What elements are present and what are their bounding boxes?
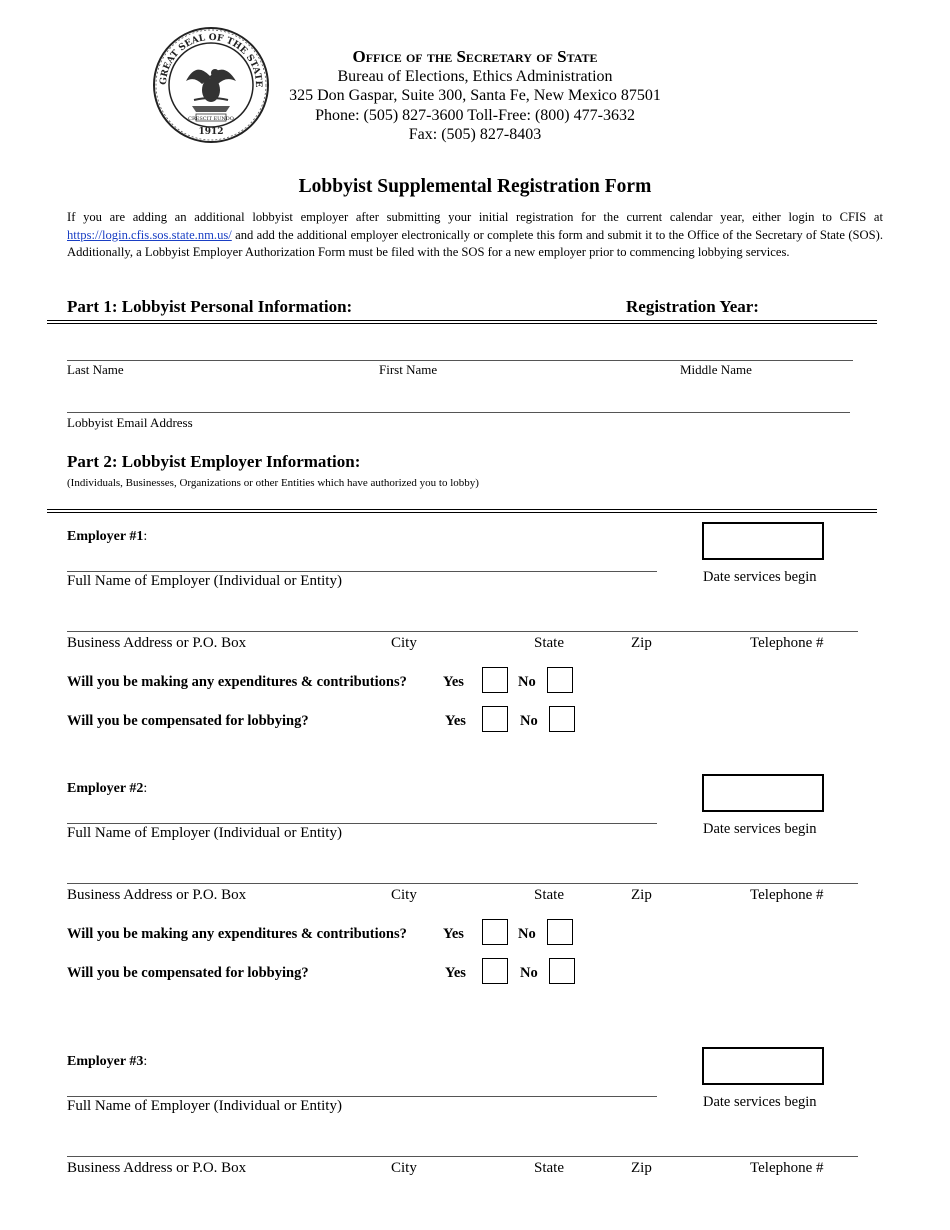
office-address: 325 Don Gaspar, Suite 300, Santa Fe, New Mexico 87501 (289, 87, 661, 104)
seal-motto: CRESCIT EUNDO (188, 116, 234, 122)
expenditures-question: Will you be making any expenditures & contributions? (67, 674, 407, 690)
employer-name-line[interactable] (67, 1096, 657, 1097)
name-line[interactable] (67, 360, 853, 361)
compensated-question: Will you be compensated for lobbying? (67, 713, 309, 729)
yes-label: Yes (443, 926, 464, 942)
middle-name-label: Middle Name (680, 362, 752, 377)
telephone-label: Telephone # (750, 887, 824, 903)
registration-year-label: Registration Year: (626, 297, 759, 316)
telephone-label: Telephone # (750, 1160, 824, 1176)
part2-heading: Part 2: Lobbyist Employer Information: (67, 452, 361, 471)
intro-paragraph: If you are adding an additional lobbyist employer after submitting your initial registration for the current calendar year, either login to CFIS at https://login.cfis.sos.state.nm.us/ and add the additional employer electronically or complete this form and submit it to the Office of the Secretary of State (SOS). Additionally, a Lobbyist Employer Authorization Form must be filed with the SOS for a new employer prior to commencing lobbying services. (67, 210, 883, 259)
expenditures-no-checkbox[interactable] (547, 667, 573, 693)
date-services-label: Date services begin (703, 1094, 817, 1110)
yes-label: Yes (445, 713, 466, 729)
address-line[interactable] (67, 883, 858, 884)
employer-name-label: Full Name of Employer (Individual or Entity) (67, 1098, 342, 1114)
cfis-login-link[interactable]: https://login.cfis.sos.state.nm.us/ (67, 227, 232, 242)
employer-name-label: Full Name of Employer (Individual or Entity) (67, 825, 342, 841)
email-line[interactable] (67, 412, 850, 413)
date-services-label: Date services begin (703, 569, 817, 585)
bureau-name: Bureau of Elections, Ethics Administration (337, 67, 613, 85)
state-label: State (534, 887, 564, 903)
state-label: State (534, 1160, 564, 1176)
no-label: No (520, 965, 538, 981)
yes-label: Yes (443, 674, 464, 690)
zip-label: Zip (631, 887, 652, 903)
first-name-label: First Name (379, 362, 438, 377)
employer-label: Employer #3: (67, 1054, 148, 1069)
expenditures-yes-checkbox[interactable] (482, 667, 508, 693)
last-name-label: Last Name (67, 362, 124, 377)
employer-name-label: Full Name of Employer (Individual or Entity) (67, 573, 342, 589)
seal-text: GREAT SEAL OF THE STATE (158, 32, 264, 88)
part1-heading: Part 1: Lobbyist Personal Information: (67, 297, 353, 316)
yes-label: Yes (445, 965, 466, 981)
state-label: State (534, 635, 564, 651)
no-label: No (520, 713, 538, 729)
date-services-begin-input[interactable] (702, 774, 824, 812)
office-phone: Phone: (505) 827-3600 Toll-Free: (800) 477-3632 (315, 106, 635, 124)
compensated-no-checkbox[interactable] (549, 958, 575, 984)
email-label: Lobbyist Email Address (67, 415, 193, 430)
address-label: Business Address or P.O. Box (67, 887, 247, 903)
telephone-label: Telephone # (750, 635, 824, 651)
city-label: City (391, 635, 417, 651)
part2-subheading: (Individuals, Businesses, Organizations or other Entities which have authorized you to lobby) (67, 477, 479, 489)
employer-name-line[interactable] (67, 571, 657, 572)
compensated-question: Will you be compensated for lobbying? (67, 965, 309, 981)
no-label: No (518, 674, 536, 690)
no-label: No (518, 926, 536, 942)
date-services-begin-input[interactable] (702, 522, 824, 560)
expenditures-no-checkbox[interactable] (547, 919, 573, 945)
employer-label: Employer #1: (67, 529, 148, 544)
employer-name-line[interactable] (67, 823, 657, 824)
city-label: City (391, 887, 417, 903)
part1-divider (47, 320, 877, 324)
employer-label: Employer #2: (67, 781, 148, 796)
state-seal-logo (152, 26, 270, 144)
office-name: Office of the Secretary of State (352, 47, 598, 66)
seal-year: 1912 (198, 127, 224, 137)
part2-divider (47, 509, 877, 513)
office-fax: Fax: (505) 827-8403 (408, 126, 542, 143)
address-label: Business Address or P.O. Box (67, 1160, 247, 1176)
compensated-no-checkbox[interactable] (549, 706, 575, 732)
address-line[interactable] (67, 631, 858, 632)
form-title: Lobbyist Supplemental Registration Form (298, 176, 652, 197)
zip-label: Zip (631, 635, 652, 651)
expenditures-question: Will you be making any expenditures & contributions? (67, 926, 407, 942)
zip-label: Zip (631, 1160, 652, 1176)
compensated-yes-checkbox[interactable] (482, 958, 508, 984)
office-header (270, 47, 680, 145)
address-label: Business Address or P.O. Box (67, 635, 247, 651)
compensated-yes-checkbox[interactable] (482, 706, 508, 732)
date-services-begin-input[interactable] (702, 1047, 824, 1085)
address-line[interactable] (67, 1156, 858, 1157)
date-services-label: Date services begin (703, 821, 817, 837)
city-label: City (391, 1160, 417, 1176)
expenditures-yes-checkbox[interactable] (482, 919, 508, 945)
